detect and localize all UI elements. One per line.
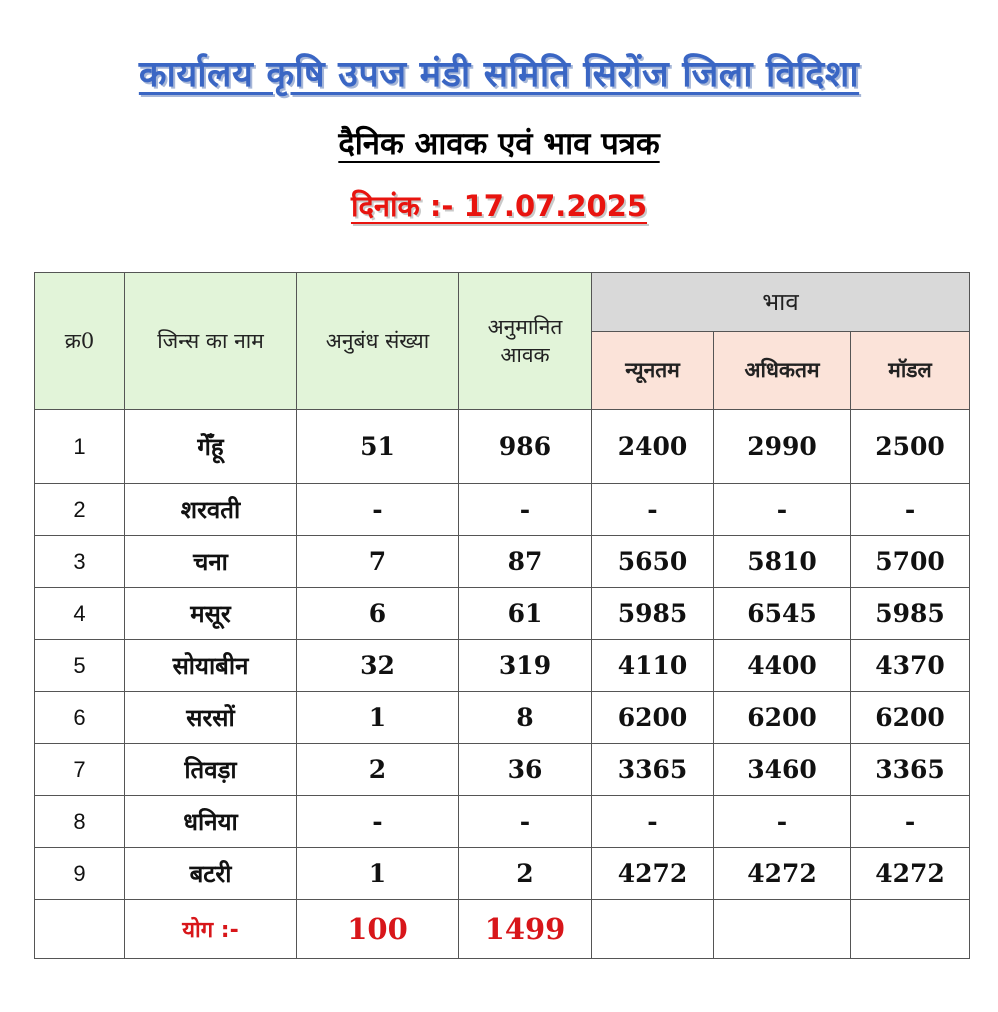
contracts-cell: 1 (297, 848, 459, 900)
contracts-cell: - (297, 796, 459, 848)
table-row (35, 484, 970, 536)
table-row (35, 744, 970, 796)
col-header-price-group: भाव (592, 273, 970, 332)
serial-cell: 1 (35, 410, 125, 484)
modal-price-cell: 6200 (851, 692, 970, 744)
max-price-cell: - (714, 484, 851, 536)
min-price-cell: 4110 (592, 640, 714, 692)
date-line: दिनांक :- 17.07.2025 (350, 189, 648, 223)
min-price-cell: - (592, 484, 714, 536)
commodity-cell: सोयाबीन (125, 640, 297, 692)
max-price-cell: 6545 (714, 588, 851, 640)
col-header-arrival-text: अनुमानित आवक (487, 314, 563, 367)
commodity-cell: मसूर (125, 588, 297, 640)
commodity-cell: चना (125, 536, 297, 588)
arrival-cell: 986 (459, 410, 592, 484)
table-row (35, 796, 970, 848)
col-header-commodity: जिन्स का नाम (125, 273, 297, 410)
modal-price-cell: - (851, 796, 970, 848)
total-label: योग :- (125, 900, 297, 959)
col-header-serial: क्र0 (35, 273, 125, 410)
total-arrival: 1499 (459, 900, 592, 959)
commodity-cell: गेँहू (125, 410, 297, 484)
max-price-cell: - (714, 796, 851, 848)
sheet-title: दैनिक आवक एवं भाव पत्रक (338, 126, 660, 162)
total-row (35, 900, 970, 959)
commodity-cell: तिवड़ा (125, 744, 297, 796)
arrival-cell: - (459, 484, 592, 536)
arrival-cell: 2 (459, 848, 592, 900)
arrival-cell: 87 (459, 536, 592, 588)
min-price-cell: 5985 (592, 588, 714, 640)
serial-cell: 4 (35, 588, 125, 640)
modal-price-cell: - (851, 484, 970, 536)
contracts-cell: 51 (297, 410, 459, 484)
arrival-price-table (34, 272, 970, 959)
total-contracts: 100 (297, 900, 459, 959)
serial-cell: 6 (35, 692, 125, 744)
table-row (35, 640, 970, 692)
total-empty-cell (35, 900, 125, 959)
contracts-cell: 6 (297, 588, 459, 640)
contracts-cell: 32 (297, 640, 459, 692)
modal-price-cell: 3365 (851, 744, 970, 796)
table-row (35, 848, 970, 900)
min-price-cell: 3365 (592, 744, 714, 796)
col-header-min: न्यूनतम (592, 332, 714, 410)
table-row (35, 692, 970, 744)
min-price-cell: 2400 (592, 410, 714, 484)
max-price-cell: 4272 (714, 848, 851, 900)
col-header-arrival (459, 273, 592, 410)
max-price-cell: 2990 (714, 410, 851, 484)
total-empty-cell (714, 900, 851, 959)
modal-price-cell: 5985 (851, 588, 970, 640)
max-price-cell: 4400 (714, 640, 851, 692)
max-price-cell: 5810 (714, 536, 851, 588)
serial-cell: 8 (35, 796, 125, 848)
max-price-cell: 3460 (714, 744, 851, 796)
col-header-contracts: अनुबंध संख्या (297, 273, 459, 410)
table-row (35, 588, 970, 640)
contracts-cell: 1 (297, 692, 459, 744)
modal-price-cell: 4272 (851, 848, 970, 900)
modal-price-cell: 4370 (851, 640, 970, 692)
arrival-cell: - (459, 796, 592, 848)
min-price-cell: 5650 (592, 536, 714, 588)
contracts-cell: 2 (297, 744, 459, 796)
table-row (35, 410, 970, 484)
serial-cell: 9 (35, 848, 125, 900)
commodity-cell: शरवती (125, 484, 297, 536)
total-empty-cell (592, 900, 714, 959)
arrival-cell: 319 (459, 640, 592, 692)
contracts-cell: 7 (297, 536, 459, 588)
col-header-max: अधिकतम (714, 332, 851, 410)
col-header-modal: मॉडल (851, 332, 970, 410)
max-price-cell: 6200 (714, 692, 851, 744)
commodity-cell: सरसों (125, 692, 297, 744)
min-price-cell: 4272 (592, 848, 714, 900)
serial-cell: 5 (35, 640, 125, 692)
contracts-cell: - (297, 484, 459, 536)
arrival-cell: 61 (459, 588, 592, 640)
min-price-cell: 6200 (592, 692, 714, 744)
serial-cell: 3 (35, 536, 125, 588)
arrival-cell: 36 (459, 744, 592, 796)
arrival-cell: 8 (459, 692, 592, 744)
commodity-cell: धनिया (125, 796, 297, 848)
serial-cell: 2 (35, 484, 125, 536)
total-empty-cell (851, 900, 970, 959)
min-price-cell: - (592, 796, 714, 848)
modal-price-cell: 5700 (851, 536, 970, 588)
office-title: कार्यालय कृषि उपज मंडी समिति सिरोंज जिला विदिशा (138, 54, 860, 95)
commodity-cell: बटरी (125, 848, 297, 900)
serial-cell: 7 (35, 744, 125, 796)
table-row (35, 536, 970, 588)
modal-price-cell: 2500 (851, 410, 970, 484)
